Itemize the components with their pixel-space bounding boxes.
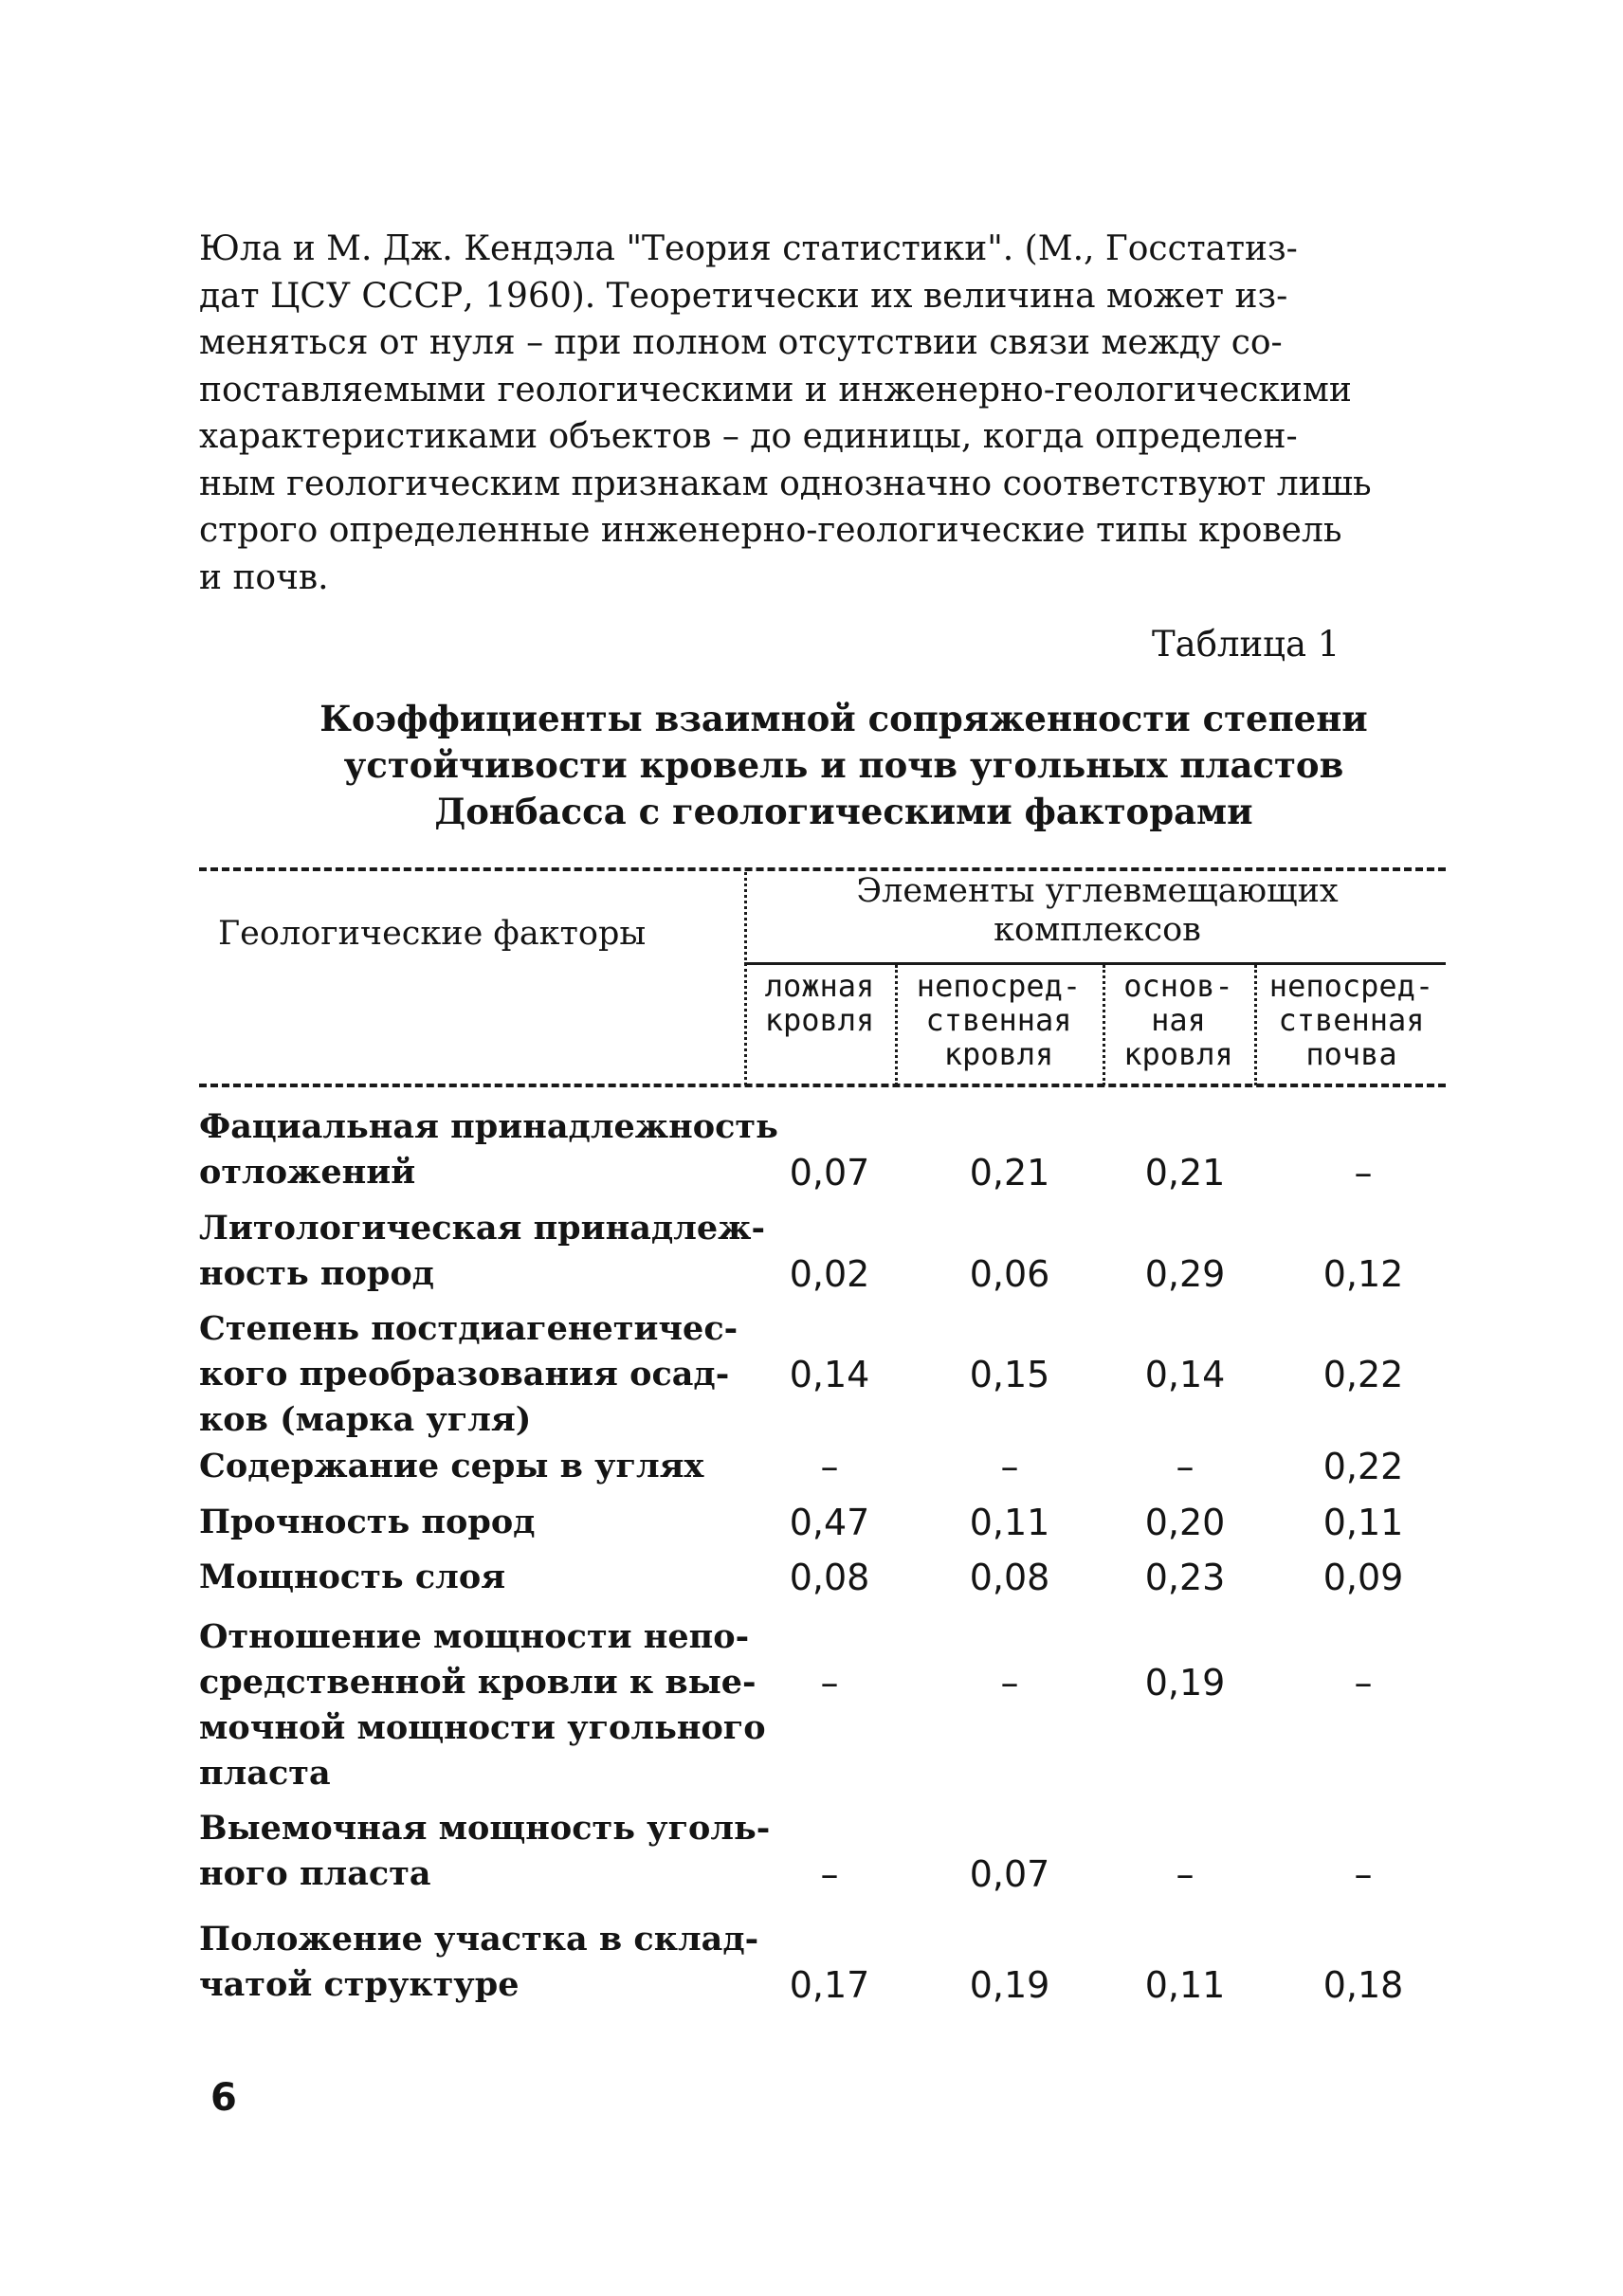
cell-value: 0,12 [1322, 1253, 1404, 1295]
column-header-line: кровля [764, 1002, 875, 1038]
body-paragraph [199, 226, 1432, 601]
cell-value: 0,47 [789, 1502, 870, 1543]
factor-name-line: средственной кровли к вые- [199, 1663, 757, 1702]
paragraph-line: меняться от нуля – при полном отсутствии связи между со- [199, 323, 1283, 362]
paragraph-line: характеристиками объектов – до единицы, когда определен- [199, 417, 1298, 456]
page-number: 6 [210, 2076, 237, 2120]
cell-value: 0,19 [1144, 1662, 1226, 1704]
factor-name-line: ность пород [199, 1254, 435, 1293]
cell-value: 0,07 [969, 1853, 1050, 1895]
cell-value: 0,21 [1144, 1152, 1226, 1194]
cell-value: 0,15 [969, 1354, 1050, 1395]
table-title-line: Коэффициенты взаимной сопряженности степени [319, 698, 1368, 739]
group-header-underline [744, 962, 1446, 965]
column-header-line: кровля [943, 1036, 1054, 1072]
cell-value: – [1000, 1446, 1019, 1487]
factor-name-line: Выемочная мощность уголь- [199, 1809, 771, 1848]
factor-name-line: Содержание серы в углях [199, 1447, 704, 1485]
table-title [265, 696, 1422, 835]
column-header-line: непосред- [916, 968, 1082, 1004]
factor-name-line: Прочность пород [199, 1503, 536, 1541]
factor-name-line: пласта [199, 1754, 331, 1793]
table-header-rule [199, 1084, 1446, 1087]
cell-value: – [820, 1853, 839, 1895]
cell-value: 0,02 [789, 1253, 870, 1295]
factor-name [199, 1104, 787, 1195]
cell-value: 0,06 [969, 1253, 1050, 1295]
paragraph-line: и почв. [199, 557, 329, 597]
factor-name [199, 1306, 787, 1443]
cell-value: – [1354, 1152, 1373, 1194]
paragraph-line: дат ЦСУ СССР, 1960). Теоретически их величина может из- [199, 276, 1288, 316]
cell-value: 0,07 [789, 1152, 870, 1194]
factor-name-line: мочной мощности угольного [199, 1708, 766, 1747]
factor-name-line: Степень постдиагенетичес- [199, 1309, 739, 1348]
factor-name-line: кого преобразования осад- [199, 1355, 730, 1394]
group-column-header [749, 872, 1446, 950]
factor-name [199, 1206, 787, 1297]
paragraph-line: Юла и М. Дж. Кендэла "Теория статистики". (М., Госстатиз- [199, 229, 1298, 268]
column-header [1254, 969, 1449, 1071]
cell-value: 0,22 [1322, 1446, 1404, 1487]
cell-value: – [1176, 1853, 1194, 1895]
factor-name-line: чатой структуре [199, 1965, 520, 2004]
factor-name [199, 1917, 787, 2008]
cell-value: – [1000, 1662, 1019, 1704]
table-title-line: Донбасса с геологическими факторами [434, 791, 1253, 832]
factor-name [199, 1444, 787, 1489]
cell-value: 0,11 [969, 1502, 1050, 1543]
column-header-line: основ- [1123, 968, 1233, 1004]
factor-name-line: Мощность слоя [199, 1558, 506, 1596]
factor-name [199, 1500, 787, 1545]
cell-value: 0,18 [1322, 1964, 1404, 2006]
column-header-line: непосред- [1268, 968, 1434, 1004]
factor-column-header: Геологические факторы [218, 915, 647, 953]
paragraph-line: строго определенные инженерно-геологические типы кровель [199, 511, 1342, 550]
cell-value: – [1354, 1853, 1373, 1895]
factor-name-line: отложений [199, 1153, 416, 1192]
column-header-line: кровля [1123, 1036, 1233, 1072]
factor-name [199, 1555, 787, 1600]
column-header [1103, 969, 1254, 1071]
column-header [744, 969, 895, 1037]
column-header-line: почва [1305, 1036, 1397, 1072]
table-title-line: устойчивости кровель и почв угольных пластов [343, 744, 1344, 786]
column-header-line: ная [1151, 1002, 1206, 1038]
cell-value: 0,08 [789, 1557, 870, 1598]
group-header-line: комплексов [994, 911, 1201, 949]
cell-value: – [1176, 1446, 1194, 1487]
table-label: Таблица 1 [1152, 624, 1340, 665]
column-header-line: ственная [925, 1002, 1072, 1038]
factor-name-line: Фациальная принадлежность [199, 1107, 778, 1146]
factor-name-line: Отношение мощности непо- [199, 1617, 750, 1656]
cell-value: – [1354, 1662, 1373, 1704]
group-header-line: Элементы углевмещающих [856, 872, 1339, 910]
cell-value: 0,14 [1144, 1354, 1226, 1395]
column-header-line: ственная [1278, 1002, 1425, 1038]
cell-value: 0,14 [789, 1354, 870, 1395]
cell-value: 0,08 [969, 1557, 1050, 1598]
cell-value: 0,11 [1322, 1502, 1404, 1543]
cell-value: 0,09 [1322, 1557, 1404, 1598]
factor-name-line: Положение участка в склад- [199, 1920, 759, 1959]
column-header [895, 969, 1103, 1071]
cell-value: 0,22 [1322, 1354, 1404, 1395]
cell-value: 0,29 [1144, 1253, 1226, 1295]
cell-value: 0,11 [1144, 1964, 1226, 2006]
cell-value: – [820, 1446, 839, 1487]
factor-name-line: Литологическая принадлеж- [199, 1209, 766, 1248]
factor-name [199, 1614, 787, 1796]
cell-value: 0,23 [1144, 1557, 1226, 1598]
factor-name-line: ного пласта [199, 1854, 431, 1893]
table-top-rule [199, 867, 1446, 871]
cell-value: 0,20 [1144, 1502, 1226, 1543]
cell-value: 0,21 [969, 1152, 1050, 1194]
paragraph-line: поставляемыми геологическими и инженерно-геологическими [199, 370, 1352, 410]
cell-value: 0,17 [789, 1964, 870, 2006]
cell-value: – [820, 1662, 839, 1704]
column-header-line: ложная [764, 968, 875, 1004]
cell-value: 0,19 [969, 1964, 1050, 2006]
factor-name-line: ков (марка угля) [199, 1400, 532, 1439]
factor-name [199, 1806, 787, 1897]
paragraph-line: ным геологическим признакам однозначно соответствуют лишь [199, 464, 1372, 503]
